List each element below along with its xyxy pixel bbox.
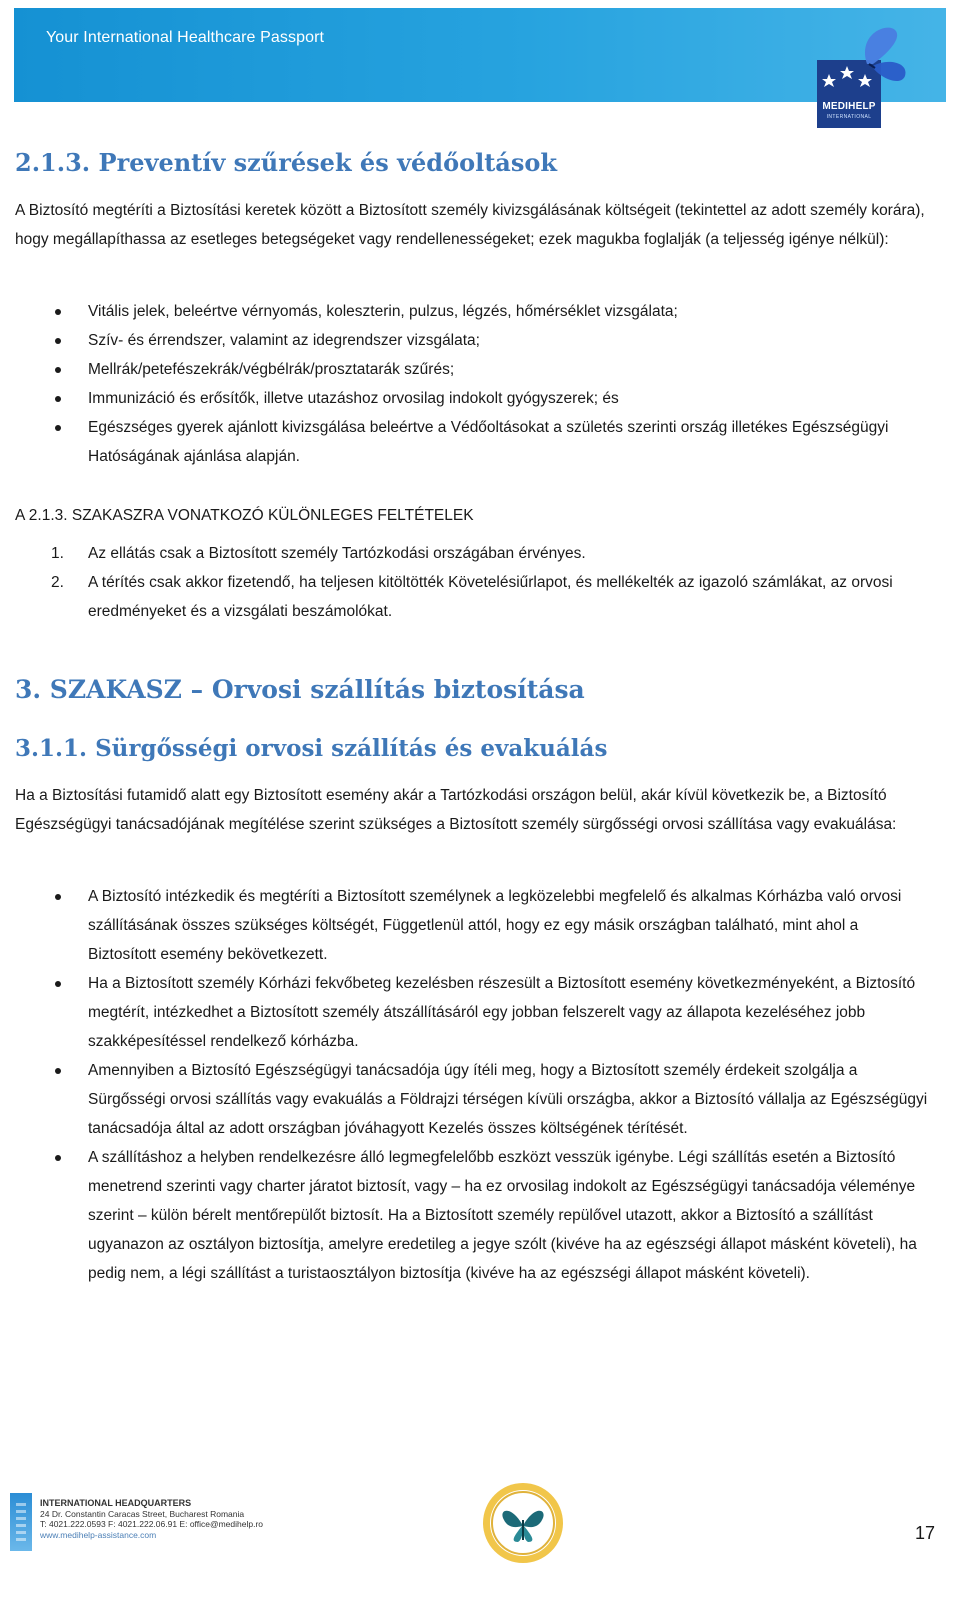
logo-subtitle: INTERNATIONAL <box>826 114 872 120</box>
preventive-bullet-list <box>15 297 930 471</box>
header-tagline: Your International Healthcare Passport <box>46 29 325 46</box>
section-2-1-3-intro: A Biztosító megtéríti a Biztosítási keretek között a Biztosított személy kivizsgálásának költségeit (tekintettel az adott személy korára), hogy megállapíthassa az esetleges betegségeket vagy rendellenességeket; ezek magukba foglalják (a teljesség igénye nélkül): <box>15 202 925 248</box>
footer-phone: T: 4021.222.0593 F: 4021.222.06.91 E: office@medihelp.ro <box>40 1519 264 1529</box>
list-item: A szállításhoz a helyben rendelkezésre álló legmegfelelőbb eszközt vesszük igénybe. Légi szállítás esetén a Biztosító menetrend szerinti vagy charter járatot biztosít, vagy – ha ez orvosilag indokolt az Egészségügyi tanácsadója véleménye szerint – külön bérelt mentőrepülőt biztosít. Ha a Biztosított személy repülővel utazott, akkor a Biztosító a szállítást ugyanazon az osztályon biztosítja, amelyre eredetileg a jegye szólt (kivéve ha az egészségi állapot másként követeli), ha pedig nem, a légi szállítást a turistaosztályon biztosítja (kivéve ha az egészségi állapot másként követeli). <box>15 1143 930 1288</box>
list-item: 1. Az ellátás csak a Biztosított személy Tartózkodási országában érvényes. <box>15 539 930 568</box>
bullet-icon <box>55 1068 61 1074</box>
list-item: Szív- és érrendszer, valamint az idegrendszer vizsgálata; <box>15 326 930 355</box>
list-item: 2. A térítés csak akkor fizetendő, ha teljesen kitöltötték Követelésiűrlapot, és mellékelték az igazoló számlákat, az orvosi eredményeket és a vizsgálati beszámolókat. <box>15 568 930 626</box>
footer-website: www.medihelp-assistance.com <box>40 1529 157 1540</box>
footer-brand-strip <box>10 1493 32 1551</box>
quality-seal <box>480 1480 566 1571</box>
butterfly-logo-icon <box>817 24 909 128</box>
list-item: Immunizáció és erősítők, illetve utazáshoz orvosilag indokolt gyógyszerek; és <box>15 384 930 413</box>
list-item: A Biztosító intézkedik és megtéríti a Biztosított személynek a legközelebbi megfelelő és alkalmas Kórházba való orvosi szállításának összes szükséges költségét, Függetlenül attól, hogy ez egy másik országban található, mint ahol a Biztosított esemény bekövetkezett. <box>15 882 930 969</box>
transport-bullet-list <box>15 882 930 1288</box>
bullet-icon <box>55 338 61 344</box>
bullet-icon <box>55 309 61 315</box>
list-item: Mellrák/petefészekrák/végbélrák/prosztatarák szűrés; <box>15 355 930 384</box>
section-3-1-1-intro: Ha a Biztosítási futamidő alatt egy Biztosított esemény akár a Tartózkodási országon belül, akár kívül következik be, a Biztosító Egészségügyi tanácsadójának megítélése szerint szükséges a Biztosított személy sürgősségi orvosi szállítása vagy evakuálása: <box>15 787 897 833</box>
special-conditions-list <box>15 539 930 626</box>
section-title: Preventív szűrések és védőoltások <box>98 148 557 177</box>
logo-wordmark: MEDIHELP <box>822 101 876 112</box>
item-number: 1. <box>51 545 64 562</box>
section-number: 3.1.1. <box>15 735 88 762</box>
bullet-icon <box>55 894 61 900</box>
butterfly-seal-icon <box>480 1480 566 1566</box>
list-item: Vitális jelek, beleértve vérnyomás, koleszterin, pulzus, légzés, hőmérséklet vizsgálata; <box>15 297 930 326</box>
bullet-icon <box>55 367 61 373</box>
bullet-icon <box>55 1155 61 1161</box>
section-title: Sürgősségi orvosi szállítás és evakuálás <box>95 735 608 762</box>
section-number: 2.1.3. <box>15 148 91 177</box>
bullet-icon <box>55 981 61 987</box>
footer-address: 24 Dr. Constantin Caracas Street, Bucharest Romania <box>40 1508 245 1519</box>
list-item: Amennyiben a Biztosító Egészségügyi tanácsadója úgy ítéli meg, hogy a Biztosított személy érdekeit szolgálja a Sürgősségi orvosi szállítás vagy evakuálás a Földrajzi térségen kívüli országba, akkor a Biztosító vállalja az Egészségügyi tanácsadója által az adott országban jóváhagyott Kezelés összes költségének térítését. <box>15 1056 930 1143</box>
footer-contact <box>40 1498 263 1540</box>
bullet-icon <box>55 425 61 431</box>
list-item: Ha a Biztosított személy Kórházi fekvőbeteg kezelésben részesült a Biztosított esemény következményeként, a Biztosító megtérít, intézkedhet a Biztosított személy átszállításáról egy jobban felszerelt vagy az állapota kezeléséhez jobb szakképesítéssel rendelkező kórházba. <box>15 969 930 1056</box>
section-2-1-3-heading <box>15 148 557 177</box>
page-number: 17 <box>915 1523 936 1543</box>
medihelp-logo <box>817 24 909 128</box>
section-3-heading: 3. SZAKASZ – Orvosi szállítás biztosítása <box>15 675 585 704</box>
section-3-1-1-heading <box>15 735 607 762</box>
item-number: 2. <box>51 574 64 591</box>
special-conditions-heading: A 2.1.3. SZAKASZRA VONATKOZÓ KÜLÖNLEGES FELTÉTELEK <box>15 507 474 524</box>
header-banner <box>14 8 946 102</box>
bullet-icon <box>55 396 61 402</box>
list-item: Egészséges gyerek ajánlott kivizsgálása beleértve a Védőoltásokat a születés szerinti ország illetékes Egészségügyi Hatóságának ajánlása alapján. <box>15 413 930 471</box>
footer-hq-title: INTERNATIONAL HEADQUARTERS <box>40 1498 192 1508</box>
